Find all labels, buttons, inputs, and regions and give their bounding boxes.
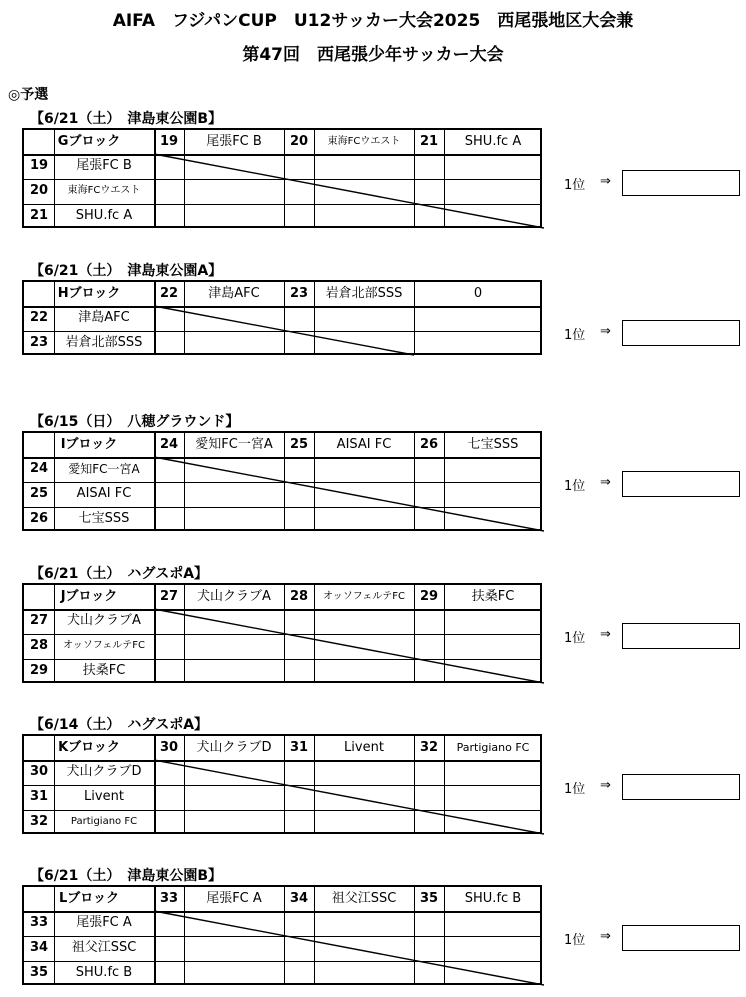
col-team-name: 愛知FC一宮A	[195, 437, 273, 452]
col-team-no: 21	[419, 134, 439, 149]
row-team-no: 27	[29, 613, 49, 628]
block-name: Hブロック	[57, 286, 121, 301]
arrow-icon: ⇒	[600, 778, 611, 793]
arrow-icon: ⇒	[600, 627, 611, 642]
col-team-name: 尾張FC A	[206, 891, 262, 906]
row-team-no: 30	[29, 764, 49, 779]
col-team-no: 23	[289, 286, 309, 301]
row-team-name: SHU.fc B	[75, 965, 133, 980]
row-team-name: 祖父江SSC	[71, 940, 137, 955]
arrow-icon: ⇒	[600, 174, 611, 189]
col-team-name: Partigiano FC	[456, 741, 530, 754]
row-team-name: 犬山クラブD	[66, 764, 142, 779]
col-team-no: 26	[419, 437, 439, 452]
row-team-no: 32	[29, 814, 49, 829]
block-header: 【6/15（日） 八穂グラウンド】	[30, 414, 240, 430]
league-table	[22, 431, 542, 531]
extra-value: 0	[473, 286, 483, 301]
first-place-field[interactable]	[622, 623, 740, 649]
col-team-no: 22	[159, 286, 179, 301]
row-team-no: 34	[29, 940, 49, 955]
row-team-no: 20	[29, 183, 49, 198]
rank-label: 1位	[564, 178, 586, 193]
row-team-name: AISAI FC	[76, 486, 132, 501]
col-team-no: 32	[419, 740, 439, 755]
row-team-name: 津島AFC	[78, 310, 130, 325]
rank-label: 1位	[564, 782, 586, 797]
block-header: 【6/21（土） 津島東公園B】	[30, 111, 223, 127]
col-team-name: 犬山クラブA	[197, 589, 271, 604]
row-team-name: 東海FCウエスト	[67, 185, 141, 196]
league-table	[22, 885, 542, 985]
row-team-name: SHU.fc A	[75, 208, 133, 223]
col-team-name: SHU.fc B	[464, 891, 522, 906]
arrow-icon: ⇒	[600, 929, 611, 944]
row-team-no: 26	[29, 511, 49, 526]
col-team-no: 20	[289, 134, 309, 149]
row-team-name: オッソフェルテFC	[63, 640, 145, 651]
first-place-field[interactable]	[622, 774, 740, 800]
row-team-no: 25	[29, 486, 49, 501]
col-team-name: 犬山クラブD	[196, 740, 272, 755]
row-team-no: 19	[29, 158, 49, 173]
section-label: ◎予選	[8, 87, 49, 103]
col-team-no: 28	[289, 589, 309, 604]
row-team-no: 23	[29, 335, 49, 350]
col-team-no: 27	[159, 589, 179, 604]
page-title-line1: AIFA フジパンCUP U12サッカー大会2025 西尾張地区大会兼	[112, 11, 634, 31]
col-team-no: 34	[289, 891, 309, 906]
row-team-name: 尾張FC A	[76, 915, 132, 930]
col-team-no: 30	[159, 740, 179, 755]
row-team-name: 愛知FC一宮A	[68, 462, 140, 476]
col-team-no: 24	[159, 437, 179, 452]
first-place-field[interactable]	[622, 320, 740, 346]
col-team-no: 25	[289, 437, 309, 452]
league-table	[22, 583, 542, 683]
col-team-name: 津島AFC	[208, 286, 260, 301]
row-team-name: 犬山クラブA	[67, 613, 141, 628]
col-team-no: 33	[159, 891, 179, 906]
row-team-name: 岩倉北部SSS	[65, 335, 143, 350]
league-table	[22, 280, 542, 355]
col-team-name: SHU.fc A	[464, 134, 522, 149]
block-name: Iブロック	[60, 437, 118, 452]
block-name: Lブロック	[58, 891, 120, 906]
col-team-name: Livent	[344, 740, 384, 755]
col-team-name: 東海FCウエスト	[327, 136, 401, 147]
block-name: Gブロック	[57, 134, 121, 149]
row-team-no: 22	[29, 310, 49, 325]
rank-label: 1位	[564, 328, 586, 343]
first-place-field[interactable]	[622, 471, 740, 497]
first-place-field[interactable]	[622, 925, 740, 951]
block-name: Kブロック	[58, 740, 120, 755]
rank-label: 1位	[564, 631, 586, 646]
row-team-name: Partigiano FC	[70, 816, 138, 827]
block-header: 【6/21（土） ハグスポA】	[30, 566, 209, 582]
row-team-no: 29	[29, 663, 49, 678]
row-team-name: 七宝SSS	[78, 511, 130, 526]
block-header: 【6/21（土） 津島東公園A】	[30, 263, 223, 279]
first-place-field[interactable]	[622, 170, 740, 196]
row-team-name: 扶桑FC	[82, 663, 126, 678]
col-team-name: 祖父江SSC	[331, 891, 397, 906]
col-team-name: 扶桑FC	[471, 589, 515, 604]
col-team-no: 29	[419, 589, 439, 604]
row-team-no: 33	[29, 915, 49, 930]
col-team-name: AISAI FC	[336, 437, 392, 452]
arrow-icon: ⇒	[600, 324, 611, 339]
league-table	[22, 128, 542, 228]
col-team-no: 35	[419, 891, 439, 906]
row-team-name: Livent	[84, 789, 124, 804]
row-team-no: 28	[29, 638, 49, 653]
rank-label: 1位	[564, 933, 586, 948]
col-team-name: 七宝SSS	[467, 437, 519, 452]
row-team-no: 31	[29, 789, 49, 804]
col-team-no: 31	[289, 740, 309, 755]
row-team-name: 尾張FC B	[76, 158, 132, 173]
row-team-no: 35	[29, 965, 49, 980]
arrow-icon: ⇒	[600, 475, 611, 490]
col-team-name: 岩倉北部SSS	[325, 286, 403, 301]
row-team-no: 21	[29, 208, 49, 223]
block-header: 【6/21（土） 津島東公園B】	[30, 868, 223, 884]
col-team-name: オッソフェルテFC	[323, 591, 405, 602]
row-team-no: 24	[29, 461, 49, 476]
rank-label: 1位	[564, 479, 586, 494]
col-team-name: 尾張FC B	[206, 134, 262, 149]
col-team-no: 19	[159, 134, 179, 149]
block-header: 【6/14（土） ハグスポA】	[30, 717, 209, 733]
page-title-line2: 第47回 西尾張少年サッカー大会	[242, 45, 504, 65]
league-table	[22, 734, 542, 834]
block-name: Jブロック	[60, 589, 118, 604]
